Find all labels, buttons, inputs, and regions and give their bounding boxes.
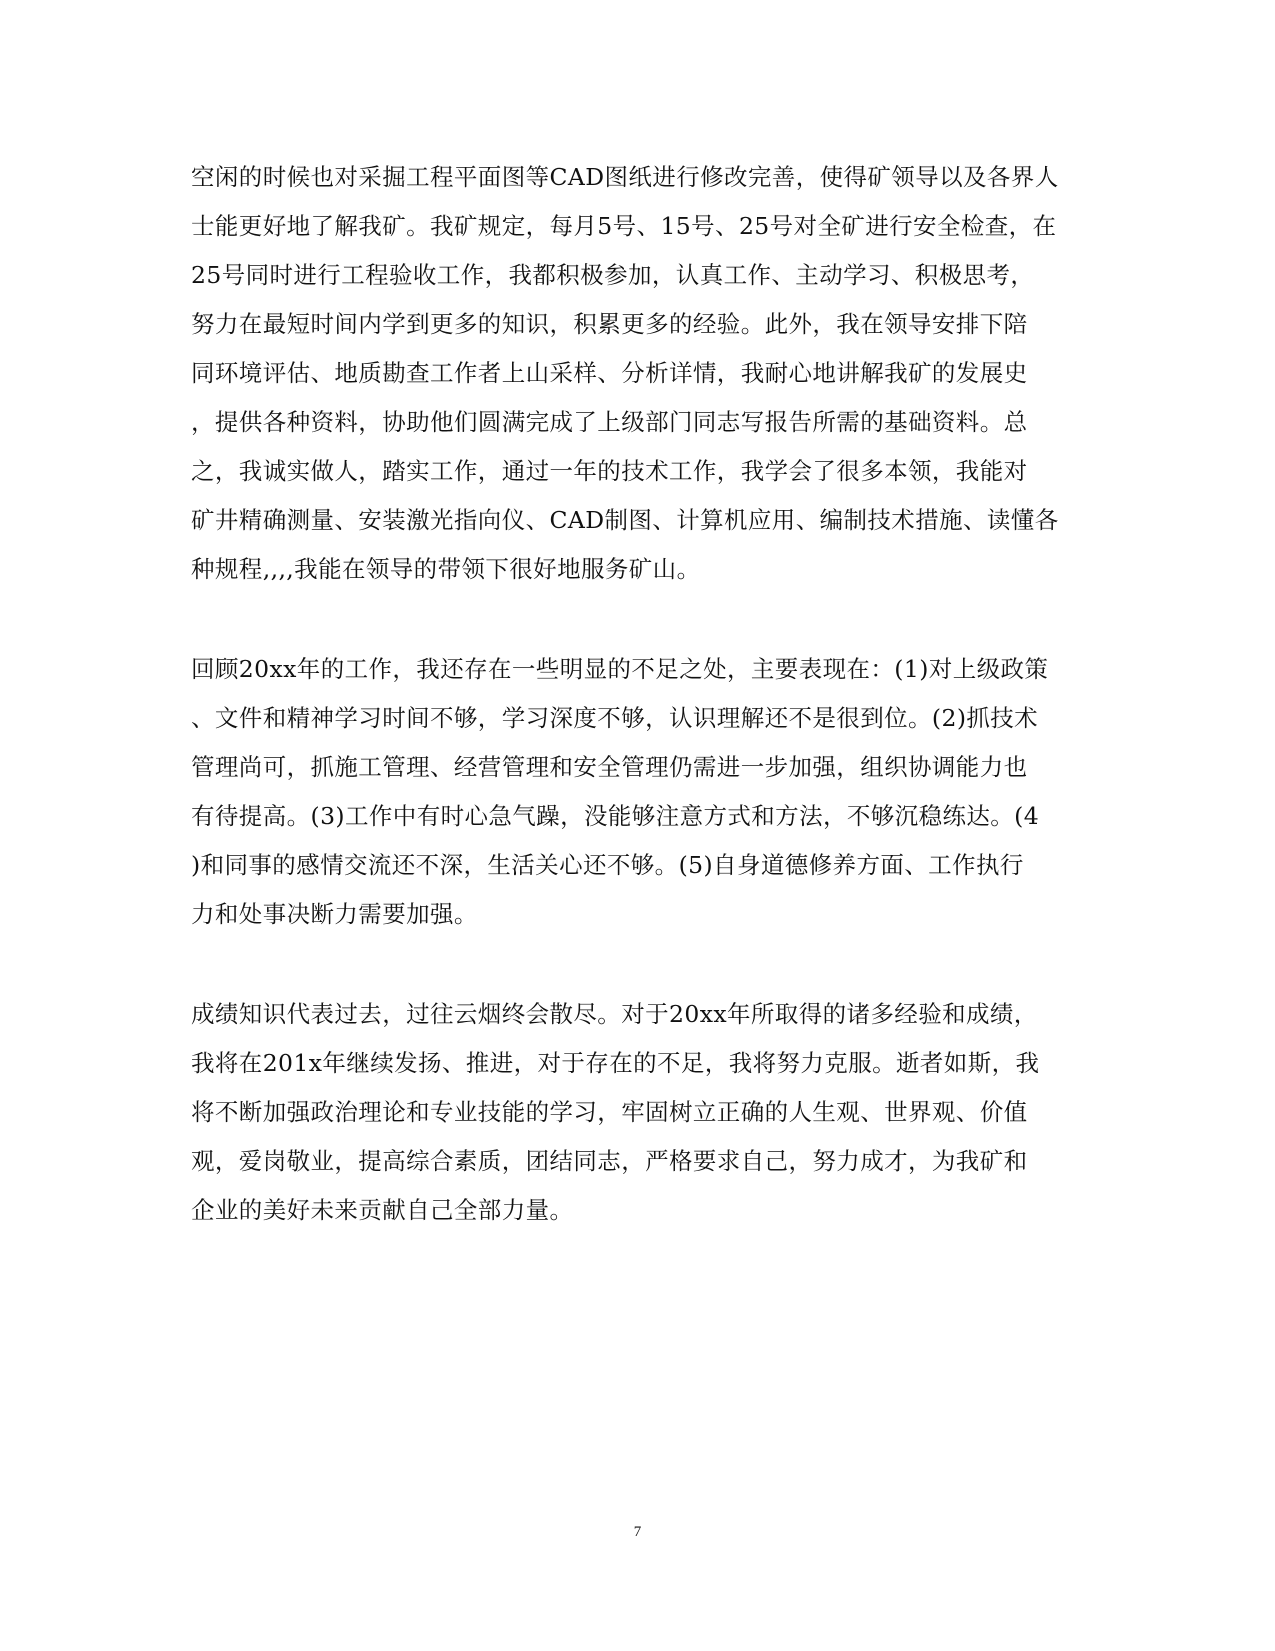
text-line: 种规程,,,,我能在领导的带领下很好地服务矿山。 bbox=[191, 555, 701, 583]
paragraph-2 bbox=[191, 645, 1071, 939]
page-number: 7 bbox=[633, 1524, 642, 1540]
text-line: 矿井精确测量、安装激光指向仪、CAD制图、计算机应用、编制技术措施、读懂各 bbox=[191, 506, 1059, 534]
text-line: 力和处事决断力需要加强。 bbox=[191, 900, 478, 928]
text-line: 我将在201x年继续发扬、推进，对于存在的不足，我将努力克服。逝者如斯，我 bbox=[191, 1049, 1040, 1077]
text-line: 同环境评估、地质勘查工作者上山采样、分析详情，我耐心地讲解我矿的发展史 bbox=[191, 359, 1028, 387]
text-line: ，提供各种资料，协助他们圆满完成了上级部门同志写报告所需的基础资料。总 bbox=[191, 408, 1028, 436]
text-line: 、文件和精神学习时间不够，学习深度不够，认识理解还不是很到位。(2)抓技术 bbox=[191, 704, 1039, 732]
body-text bbox=[191, 153, 1071, 1235]
text-line: 努力在最短时间内学到更多的知识，积累更多的经验。此外，我在领导安排下陪 bbox=[191, 310, 1028, 338]
paragraph-spacer bbox=[191, 594, 1071, 645]
text-line: 25号同时进行工程验收工作，我都积极参加，认真工作、主动学习、积极思考， bbox=[191, 261, 1035, 289]
text-line: )和同事的感情交流还不深，生活关心还不够。(5)自身道德修养方面、工作执行 bbox=[191, 851, 1024, 879]
text-line: 成绩知识代表过去，过往云烟终会散尽。对于20xx年所取得的诸多经验和成绩， bbox=[191, 1000, 1038, 1028]
text-line: 有待提高。(3)工作中有时心急气躁，没能够注意方式和方法，不够沉稳练达。(4 bbox=[191, 802, 1040, 830]
paragraph-1 bbox=[191, 153, 1071, 594]
paragraph-spacer bbox=[191, 939, 1071, 990]
text-line: 空闲的时候也对采掘工程平面图等CAD图纸进行修改完善，使得矿领导以及各界人 bbox=[191, 163, 1059, 191]
text-line: 士能更好地了解我矿。我矿规定，每月5号、15号、25号对全矿进行安全检查，在 bbox=[191, 212, 1057, 240]
paragraph-3 bbox=[191, 990, 1071, 1235]
text-line: 之，我诚实做人，踏实工作，通过一年的技术工作，我学会了很多本领，我能对 bbox=[191, 457, 1028, 485]
text-line: 企业的美好未来贡献自己全部力量。 bbox=[191, 1196, 574, 1224]
text-line: 观，爱岗敬业，提高综合素质，团结同志，严格要求自己，努力成才，为我矿和 bbox=[191, 1147, 1028, 1175]
text-line: 将不断加强政治理论和专业技能的学习，牢固树立正确的人生观、世界观、价值 bbox=[191, 1098, 1028, 1126]
text-line: 管理尚可，抓施工管理、经营管理和安全管理仍需进一步加强，组织协调能力也 bbox=[191, 753, 1028, 781]
text-line: 回顾20xx年的工作，我还存在一些明显的不足之处，主要表现在：(1)对上级政策 bbox=[191, 655, 1049, 683]
